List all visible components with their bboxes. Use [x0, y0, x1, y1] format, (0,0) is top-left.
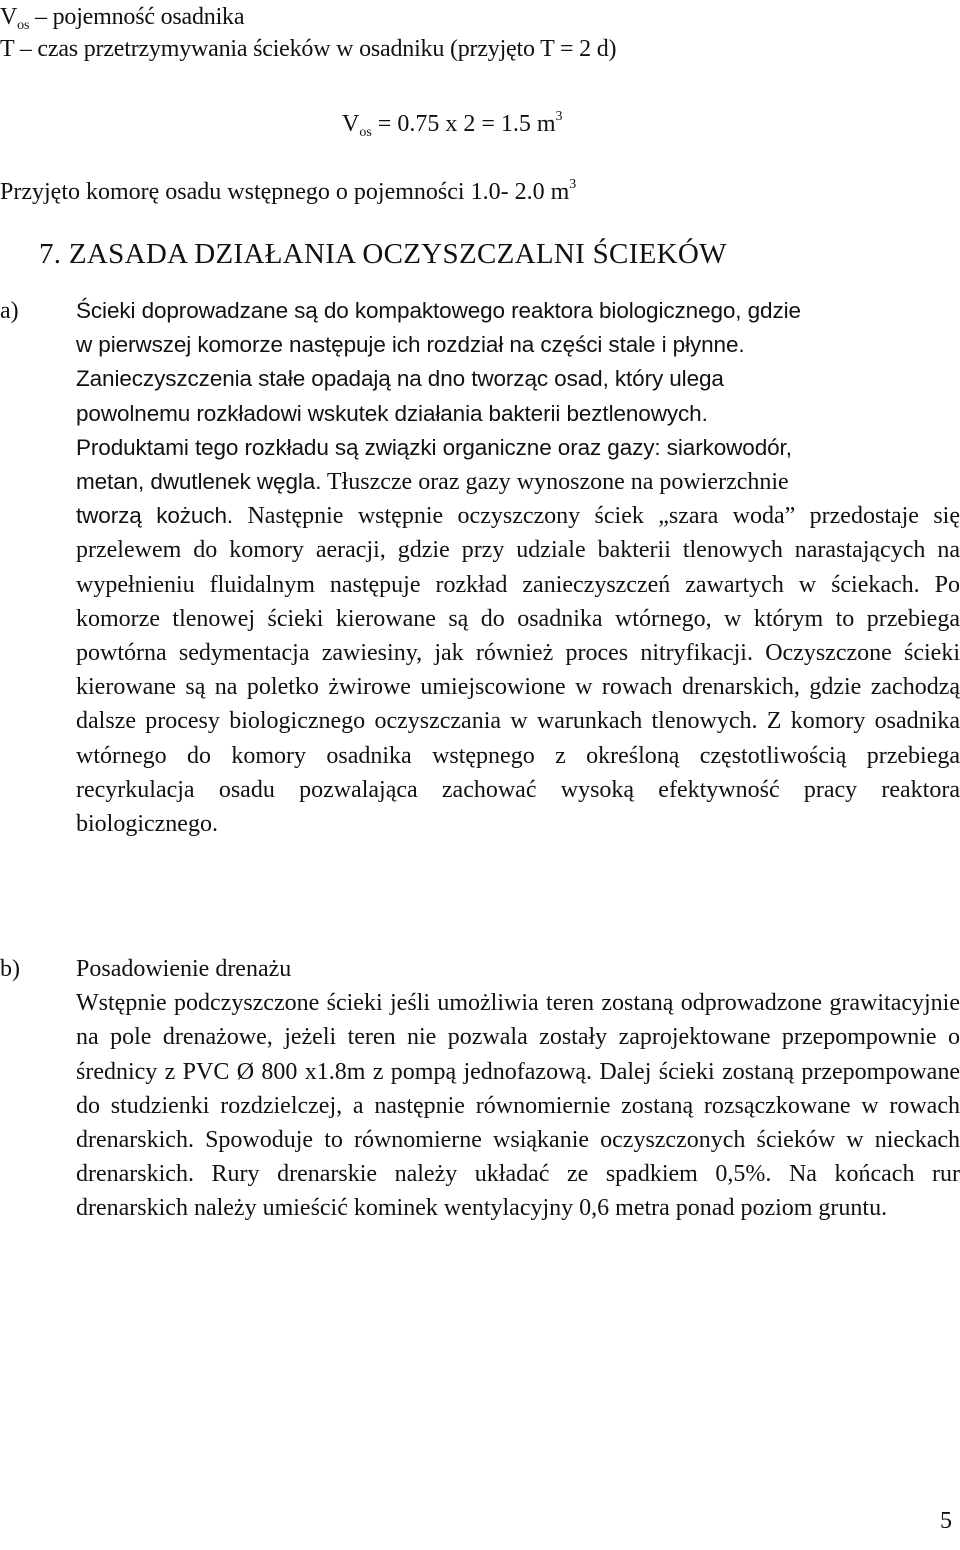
chamber-exponent: 3 [569, 177, 577, 192]
sans-fragment: metan, dwutlenek węgla. [76, 469, 322, 495]
t-definition: T – czas przetrzymywania ścieków w osadniku (przyjęto T = 2 d) [0, 36, 617, 62]
section-heading: 7. ZASADA DZIAŁANIA OCZYSZCZALNI ŚCIEKÓW [39, 238, 727, 270]
list-body-b [76, 952, 960, 1226]
sans-line: powolnemu rozkładowi wskutek działania bakterii beztlenowych. [76, 400, 708, 426]
vos-symbol: V [0, 4, 18, 30]
chamber-text: Przyjęto komorę osadu wstępnego o pojemności 1.0- 2.0 m [0, 179, 570, 205]
list-label-b: b) [0, 956, 20, 982]
paragraph-a-continuation [76, 499, 960, 841]
vos-description: – pojemność osadnika [29, 4, 245, 30]
page-number: 5 [940, 1508, 952, 1534]
sans-line: w pierwszej komorze następuje ich rozdział na części stale i płynne. [76, 332, 745, 358]
formula-exponent: 3 [555, 109, 563, 124]
sans-line: Ścieki doprowadzane są do kompaktowego reaktora biologicznego, gdzie [76, 298, 801, 323]
serif-fragment: Tłuszcze oraz gazy wynoszone na powierzchnie [321, 469, 789, 496]
mixed-line [76, 465, 960, 499]
formula-symbol: V [342, 111, 360, 137]
chamber-statement [0, 168, 576, 209]
sans-line: Produktami tego rozkładu są związki organiczne oraz gazy: siarkowodór, [76, 434, 792, 460]
item-b-title: Posadowienie drenażu [76, 956, 292, 982]
vos-subscript: os [17, 18, 30, 33]
formula-subscript: os [359, 125, 372, 140]
list-label-a: a) [0, 298, 19, 324]
sans-fragment: tworzą kożuch. [76, 503, 234, 529]
sans-line: Zanieczyszczenia stałe opadają na dno tworząc osad, który ulega [76, 366, 724, 392]
list-body-a [76, 294, 960, 841]
formula-expression: = 0.75 x 2 = 1.5 m [371, 111, 556, 137]
serif-fragment: Następnie wstępnie oczyszczony ściek „szara woda” przedostaje się przelewem do komory aeracji, gdzie przy udziale bakterii tlenowych narastających na wypełnieniu fluidalnym następuje rozkład zanieczyszczeń zawartych w ściekach. Po komorze tlenowej ścieki kierowane są do osadnika wtórnego, w którym to przebiega powtórna sedymentacja zawiesiny, jak również proces nitryfikacji. Oczyszczone ścieki kierowane są na poletko żwirowe umiejscowione w rowach drenarskich, gdzie zachodzą dalsze procesy biologicznego oczyszczania w warunkach tlenowych. Z komory osadnika wtórnego do komory osadnika wstępnego z określoną częstotliwością przebiega recyrkulacja osadu pozwalająca zachować wysoką efektywność pracy reaktora biologicznego. [76, 503, 960, 838]
paragraph-b: Wstępnie podczyszczone ścieki jeśli umożliwia teren zostaną odprowadzone grawitacyjnie na pole drenażowe, jeżeli teren nie pozwala zostały zaprojektowane przepompownie o średnicy z PVC Ø 800 x1.8m z pompą jednofazową. Dalej ścieki zostaną przepompowane do studzienki rozdzielczej, a następnie równomiernie zostaną rozsączkowane w rowach drenarskich. Spowoduje to równomierne wsiąkanie oczyszczonych ścieków w nieckach drenarskich. Rury drenarskie należy układać ze spadkiem 0,5%. Na końcach rur drenarskich należy umieścić kominek wentylacyjny 0,6 metra ponad poziom gruntu. [76, 990, 960, 1222]
vos-formula [342, 100, 563, 150]
